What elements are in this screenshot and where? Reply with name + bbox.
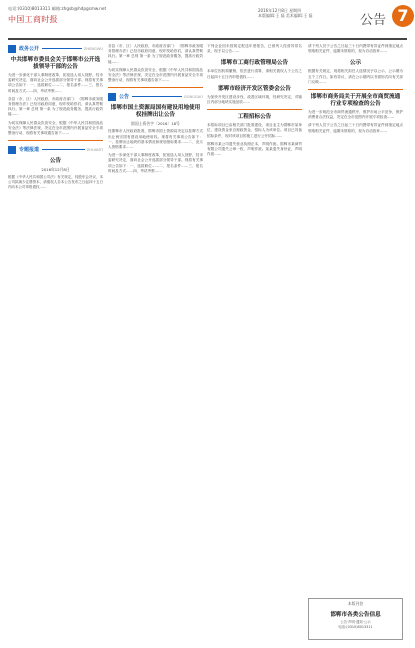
ad-top-text: 本版刊登 <box>347 601 364 606</box>
masthead-editors: 本版编辑:王 磊 美术编辑:王 磊 <box>258 13 313 19</box>
section-label: 公告 <box>360 13 387 28</box>
section-title: 专题报道 <box>19 147 40 154</box>
section-tag: GONGGAO <box>183 94 203 99</box>
article-body: 根据有关规定，现将相关拟任人选情况予以公示，公示期为五个工作日。如有异议，请在公示期内以书面形式向有关部门反映…… <box>308 69 403 84</box>
article-body: 为进一步规范全市商贸流通秩序，维护市场公平竞争，保护消费者合法权益，决定在全市范围内开展专项检查…… <box>308 110 403 120</box>
section-header-special <box>8 145 103 154</box>
section-tag: ZHUANTI <box>86 147 103 152</box>
article-divider <box>207 109 302 110</box>
section-title: 政务公开 <box>19 46 40 52</box>
section-square-icon <box>108 93 116 101</box>
ad-line: 电话:(0310)8013311 <box>338 624 373 629</box>
ad-details <box>309 620 402 629</box>
section-tag: ZHENGWU <box>83 46 103 51</box>
article-headline: 公告 <box>49 158 62 165</box>
article-body: 各县（市、区）人民政府，市政府各部门：《邯郸市政务服务管理办法》已经市政府同意，现印发给你们，请认真贯彻执行。第一章 总则 第一条 为了规范政务服务，提高行政效能…… <box>108 44 203 64</box>
section-square-icon <box>8 45 16 53</box>
article-body: 经邯郸市人民政府批准，邯郸市国土资源局决定以挂牌方式出让两宗国有建设用地使用权。现将有关事项公告如下：一、挂牌出让地块的基本情况和规划指标要求……二、竞买人资格要求…… <box>108 129 203 150</box>
article-date: 2016年12月8日 <box>41 167 70 173</box>
masthead-date: 2016年12月8日 星期四 <box>258 8 302 13</box>
article-divider <box>108 87 203 88</box>
article-body: 下列企业因未按规定报送年度报告，已被列入经营异常名录，现予以公告…… <box>207 44 302 54</box>
article-body: 本单位因机构撤销，依法进行清算，请相关债权人于公告之日起四十五日内申报债权…… <box>207 69 302 79</box>
masthead <box>8 6 407 36</box>
article-divider <box>308 89 403 90</box>
advertisement-box <box>308 598 403 640</box>
column-3 <box>207 44 302 640</box>
article-body: 为切实保障人民群众饮食安全，根据《中华人民共和国食品安全法》等法律法规，决定在全市范围内开展食品安全专项整治行动，现将有关事项通告如下…… <box>108 67 203 83</box>
article-body: 为加快开发区建设步伐，改善区域环境，经研究决定，对辖区内部分地块实施征收…… <box>207 94 302 105</box>
article-body: 为切实保障人民群众饮食安全，根据《中华人民共和国食品安全法》等法律法规，决定在全市范围内开展食品安全专项整治行动，现将有关事项通告如下…… <box>8 120 103 136</box>
section-rule <box>132 96 182 97</box>
article-headline: 邯郸市国土资源局国有建设用地使用权挂牌出让公告 <box>110 105 201 119</box>
masthead-divider <box>8 38 407 40</box>
article-body: 为进一步深化干部人事制度改革，拓宽选人用人视野，经市委研究决定，面向社会公开选拔部分领导干部。现将有关事项公告如下：一、选拔职位……二、报名条件……三、报名时间及方式……四、考试考察…… <box>8 73 103 93</box>
section-header-main <box>8 44 103 53</box>
section-title: 公告 <box>119 94 130 101</box>
section-header-notice <box>108 92 203 101</box>
article-headline: 公示 <box>349 60 362 67</box>
ad-line: 公告·声明·通知·公示 <box>340 620 371 624</box>
page-number-badge: 7 <box>392 5 414 27</box>
article-body: 请下列人员于公告之日起三十日内携带有效证件到指定地点领取相关证件，逾期未领取的，视为自动放弃…… <box>308 123 403 133</box>
article-headline: 工程招标公告 <box>237 114 272 121</box>
article-body: 本招标项目已由相关部门批准建设，项目业主为邯郸市某单位，建设资金来自财政资金，招标人为该单位。项目已具备招标条件，现对该项目的施工进行公开招标…… <box>207 123 302 138</box>
article-body: 根据《中华人民共和国公司法》有关规定，经股东会决议，本公司拟减少注册资本，请债权人自本公告发布之日起四十五日内向本公司申报债权…… <box>8 175 103 190</box>
column-1 <box>8 44 103 640</box>
masthead-logo: 中国工商时报 <box>8 15 58 24</box>
article-docno: 邯国土资告字〔2016〕18号 <box>131 121 180 127</box>
section-rule <box>42 149 85 150</box>
section-rule <box>42 48 82 49</box>
masthead-date-editors <box>258 8 313 18</box>
article-body: 各县（市、区）人民政府，市政府各部门：《邯郸市政务服务管理办法》已经市政府同意，现印发给你们，请认真贯彻执行。第一章 总则 第一条 为了规范政务服务，提高行政效能…… <box>8 96 103 117</box>
article-body: 为进一步深化干部人事制度改革，拓宽选人用人视野，经市委研究决定，面向社会公开选拔部分领导干部。现将有关事项公告如下：一、选拔职位……二、报名条件……三、报名时间及方式……四、考试考察…… <box>108 153 203 173</box>
section-square-icon <box>8 146 16 154</box>
article-headline: 邯郸市工商行政管理局公告 <box>220 60 289 67</box>
column-4 <box>308 44 403 592</box>
column-2 <box>108 44 203 640</box>
masthead-contact: 电话:(0310)8013311 邮箱:zhgsb@hdpgsmw.net <box>8 6 107 11</box>
article-headline: 邯郸市商务局关于开展全市商贸流通行业专项检查的公告 <box>310 94 401 108</box>
article-divider <box>8 140 103 141</box>
ad-title: 邯郸市各类公告信息 <box>330 612 381 618</box>
article-headline: 邯郸市经济开发区管委会公告 <box>218 85 291 92</box>
article-body: 请下列人员于公告之日起三十日内携带有效证件到指定地点领取相关证件，逾期未领取的，视为自动放弃…… <box>308 44 403 54</box>
article-body: 邯郸市某公司遗失营业执照正本，声明作废。邯郸市某商贸有限公司遗失公章一枚，声明作废。某某遗失身份证，声明作废…… <box>207 141 302 157</box>
article-headline: 中共邯郸市委员会关于邯郸市公开选拔领导干部的公告 <box>10 57 101 70</box>
